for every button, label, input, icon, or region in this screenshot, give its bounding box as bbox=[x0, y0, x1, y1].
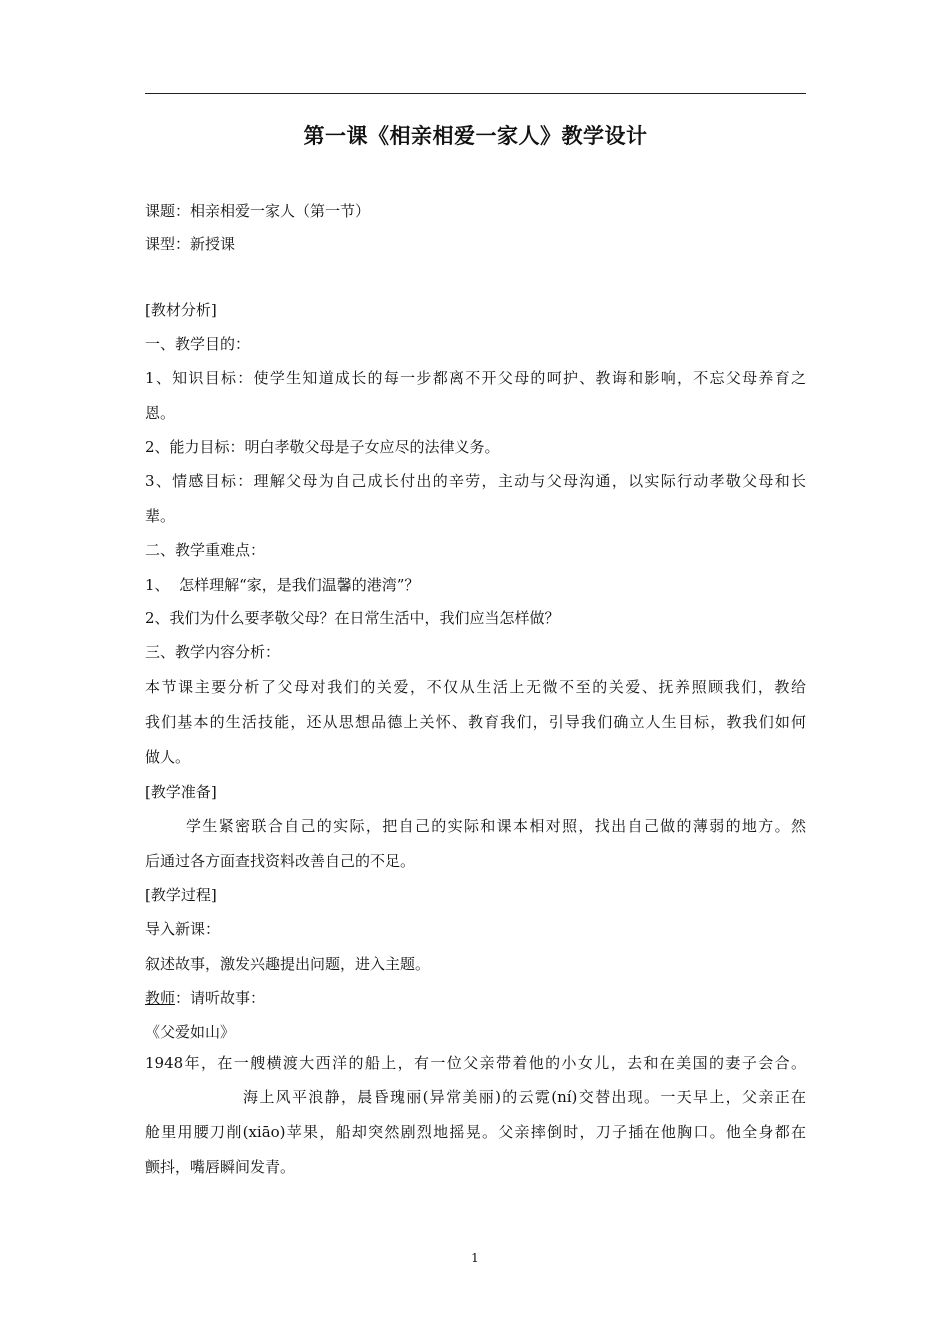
intro-heading: 导入新课： bbox=[145, 920, 221, 938]
prep-line-2: 后通过各方面查找资料改善自己的不足。 bbox=[145, 852, 416, 870]
story-line-2: 海上风平浪静，晨昏瑰丽(异常美丽)的云霓(ní)交替出现。一天早上，父亲正在 bbox=[243, 1088, 806, 1106]
content-analysis-line-2: 我们基本的生活技能，还从思想品德上关怀、教育我们，引导我们确立人生目标，教我们如何 bbox=[145, 713, 806, 731]
content-analysis-line-1: 本节课主要分析了父母对我们的关爱，不仅从生活上无微不至的关爱、抚养照顾我们，教给 bbox=[145, 678, 806, 696]
story-line-4: 颤抖，嘴唇瞬间发青。 bbox=[145, 1158, 296, 1176]
analysis-heading: [教材分析] bbox=[145, 301, 217, 319]
intro-text: 叙述故事，激发兴趣提出问题，进入主题。 bbox=[145, 955, 431, 973]
content-analysis-heading: 三、教学内容分析： bbox=[145, 643, 281, 661]
story-title: 《父爱如山》 bbox=[145, 1023, 236, 1041]
story-line-3: 舱里用腰刀削(xiāo)苹果，船却突然剧烈地摇晃。父亲摔倒时，刀子插在他胸口。他全身都在 bbox=[145, 1123, 806, 1141]
teacher-line bbox=[145, 987, 806, 1008]
process-heading: [教学过程] bbox=[145, 886, 217, 904]
prep-heading: [教学准备] bbox=[145, 783, 217, 801]
goal-2: 2、能力目标：明白孝敬父母是子女应尽的法律义务。 bbox=[145, 438, 500, 456]
page-number: 1 bbox=[471, 1251, 479, 1265]
goals-heading: 一、教学目的： bbox=[145, 335, 251, 353]
goal-1-line-1: 1、知识目标：使学生知道成长的每一步都离不开父母的呵护、教诲和影响，不忘父母养育之 bbox=[145, 369, 806, 387]
story-line-1: 1948年，在一艘横渡大西洋的船上，有一位父亲带着他的小女儿，去和在美国的妻子会合。 bbox=[145, 1054, 806, 1072]
document-title: 第一课《相亲相爱一家人》教学设计 bbox=[303, 123, 648, 148]
content-analysis-line-3: 做人。 bbox=[145, 748, 191, 766]
teacher-text: ：请听故事： bbox=[175, 989, 266, 1007]
key-point-1: 1、 怎样理解“家，是我们温馨的港湾”？ bbox=[145, 576, 420, 594]
goal-3-line-2: 辈。 bbox=[145, 507, 176, 525]
teacher-label: 教师 bbox=[145, 989, 176, 1007]
topic-line: 课题：相亲相爱一家人（第一节） bbox=[145, 202, 371, 220]
goal-3-line-1: 3、情感目标：理解父母为自己成长付出的辛劳，主动与父母沟通，以实际行动孝敬父母和长 bbox=[145, 472, 806, 490]
header-rule bbox=[145, 93, 806, 94]
key-points-heading: 二、教学重难点： bbox=[145, 541, 266, 559]
goal-1-line-2: 恩。 bbox=[145, 404, 176, 422]
key-point-2: 2、我们为什么要孝敬父母？在日常生活中，我们应当怎样做？ bbox=[145, 609, 560, 627]
prep-line-1: 学生紧密联合自己的实际，把自己的实际和课本相对照，找出自己做的薄弱的地方。然 bbox=[186, 817, 806, 835]
lesson-type-line: 课型：新授课 bbox=[145, 235, 236, 253]
